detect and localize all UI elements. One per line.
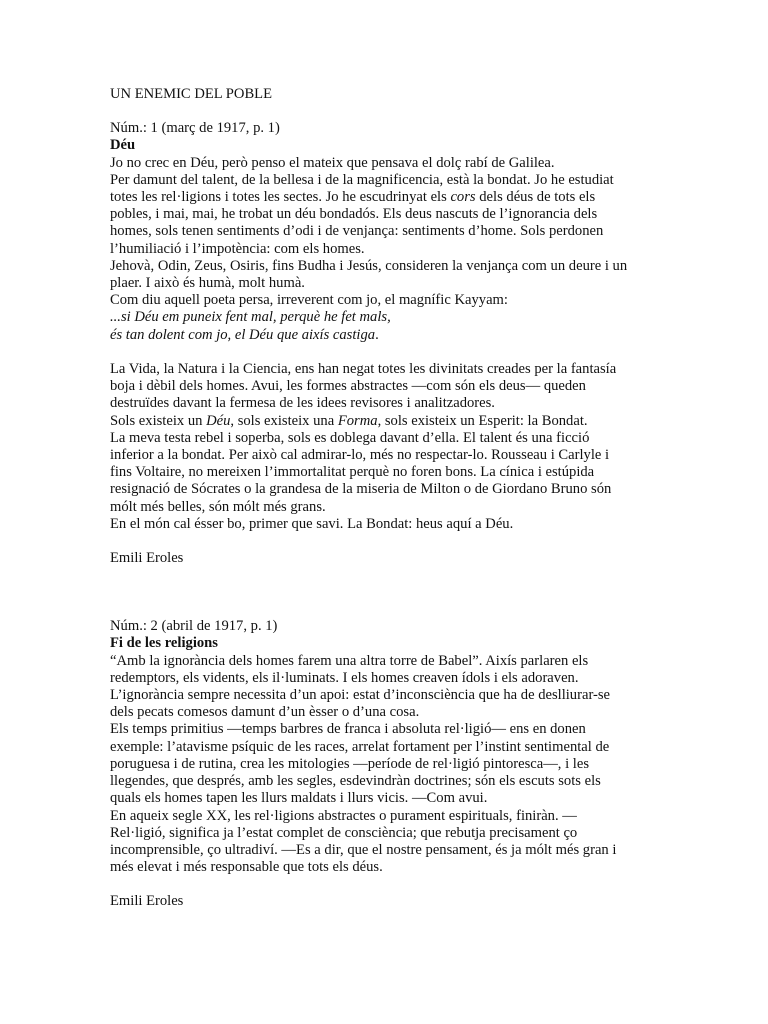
body-line [110, 206, 660, 223]
body-line [110, 378, 660, 395]
body-line [110, 516, 660, 533]
body-line [110, 687, 660, 704]
italic-text: és tan dolent com jo, el Déu que aixís castiga [110, 326, 376, 343]
text-run: quals els homes tapen les llurs maldats i llurs vicis. —Com avui. [110, 790, 488, 807]
text-run: totes les rel·ligions i totes les sectes. Jo he escudrinyat els [110, 189, 451, 206]
body-line [110, 223, 660, 240]
text-run: “Amb la ignorància dels homes farem una altra torre de Babel”. Aixís parlaren els [110, 652, 589, 669]
body-line [110, 344, 660, 361]
text-run: pobles, i mai, mai, he trobat un déu bondadós. Els deus nascuts de l’ignorancia dels [110, 206, 598, 223]
body-line [110, 756, 660, 773]
text-run: En aqueix segle XX, les rel·ligions abstractes o purament espirituals, finiràn. — [110, 807, 577, 824]
article-1 [110, 120, 660, 567]
body-line [110, 790, 660, 807]
body-line [110, 172, 660, 189]
italic-text: Forma [337, 412, 378, 429]
text-run: inferior a la bondat. Per això cal admirar-lo, més no respectar-lo. Rousseau i Carlyle i [110, 447, 610, 464]
body-line [110, 292, 660, 309]
text-run: homes, sols tenen sentiments d’odi i de venjança: sentiments d’home. Sols perdonen [110, 223, 604, 240]
text-run: incomprensible, ço ultradiví. —Es a dir, que el nostre pensament, és ja mólt més gran i [110, 841, 617, 858]
text-run: plaer. I això és humà, molt humà. [110, 275, 305, 292]
text-run: l’humiliació i l’impotència: com els homes. [110, 240, 365, 257]
text-run: Rel·ligió, significa ja l’estat complet de consciència; que rebutja precisament ço [110, 824, 578, 841]
text-run: dels pecats comesos damunt d’un èsser o d’una cosa. [110, 704, 420, 721]
text-run: dels déus de tots els [475, 189, 596, 206]
text-run: Jehovà, Odin, Zeus, Osiris, fins Budha i Jesús, consideren la venjança com un deure i un [110, 257, 628, 274]
text-run: resignació de Sócrates o la grandesa de la miseria de Milton o de Giordano Bruno són [110, 481, 612, 498]
text-run: mólt més belles, són mólt més grans. [110, 498, 326, 515]
body-line [110, 413, 660, 430]
body-line [110, 499, 660, 516]
italic-text: cors [450, 189, 476, 206]
article-2-issue: Núm.: 2 (abril de 1917, p. 1) [110, 618, 278, 635]
body-line [110, 825, 660, 842]
text-run: poruguesa i de rutina, crea les mitologies —període de rel·ligió pintoresca—, i les [110, 755, 590, 772]
body-line [110, 189, 660, 206]
body-line [110, 464, 660, 481]
body-line [110, 653, 660, 670]
body-line [110, 739, 660, 756]
italic-text: Déu [206, 412, 231, 429]
article-1-body [110, 155, 660, 533]
text-run: La meva testa rebel i soperba, sols es doblega davant d’ella. El talent és una ficció [110, 429, 590, 446]
body-line [110, 155, 660, 172]
body-line [110, 859, 660, 876]
text-run: Sols existeix un [110, 412, 207, 429]
body-line [110, 430, 660, 447]
body-line [110, 447, 660, 464]
text-run: La Vida, la Natura i la Ciencia, ens han negat totes les divinitats creades per la fantasía [110, 361, 617, 378]
body-line [110, 327, 660, 344]
text-run: L’ignorància sempre necessita d’un apoi: estat d’inconsciència que ha de deslliurar-se [110, 687, 611, 704]
body-line [110, 275, 660, 292]
article-2-author: Emili Eroles [110, 893, 184, 910]
body-line [110, 773, 660, 790]
text-run: En el món cal ésser bo, primer que savi. La Bondat: heus aquí a Déu. [110, 515, 514, 532]
body-line [110, 361, 660, 378]
body-line [110, 704, 660, 721]
article-1-heading: Déu [110, 137, 136, 154]
text-run: , sols existeix una [230, 412, 338, 429]
document-title: UN ENEMIC DEL POBLE [110, 86, 273, 102]
article-2-body [110, 653, 660, 877]
text-run: , sols existeix un Esperit: la Bondat. [377, 412, 588, 429]
text-run: Per damunt del talent, de la bellesa i de la magnificencia, està la bondat. Jo he estudiat [110, 171, 614, 188]
body-line [110, 309, 660, 326]
body-line [110, 670, 660, 687]
body-line [110, 842, 660, 859]
article-2 [110, 618, 660, 910]
text-run: llegendes, que després, amb les segles, esdevindràn doctrines; són els escuts sots els [110, 773, 601, 790]
body-line [110, 258, 660, 275]
body-line [110, 808, 660, 825]
body-line [110, 241, 660, 258]
text-run: exemple: l’atavisme psíquic de les races, arrelat fortament per l’instint sentimental de [110, 738, 610, 755]
text-run: destruïdes davant la fermesa de les idees revisores i analitzadores. [110, 395, 495, 412]
text-run: més elevat i més responsable que tots els déus. [110, 859, 383, 876]
article-2-heading: Fi de les religions [110, 635, 218, 652]
text-run: Com diu aquell poeta persa, irreverent com jo, el magnífic Kayyam: [110, 292, 508, 309]
text-run: redemptors, els vidents, els il·luminats. I els homes creaven ídols i els adoraven. [110, 669, 579, 686]
text-run: Jo no crec en Déu, però penso el mateix que pensava el dolç rabí de Galilea. [110, 154, 555, 171]
text-run: boja i dèbil dels homes. Avui, les formes abstractes —com són els deus— queden [110, 378, 586, 395]
article-1-author: Emili Eroles [110, 550, 184, 567]
document-page [110, 86, 660, 911]
body-line [110, 395, 660, 412]
italic-text: ...si Déu em puneix fent mal, perquè he fet mals, [110, 309, 391, 326]
text-run: Els temps primitius —temps barbres de franca i absoluta rel·ligió— ens en donen [110, 721, 586, 738]
body-line [110, 481, 660, 498]
body-line [110, 721, 660, 738]
article-1-issue: Núm.: 1 (març de 1917, p. 1) [110, 120, 280, 137]
text-run: . [375, 326, 379, 343]
text-run: fins Voltaire, no mereixen l’immortalitat perquè no foren bons. La cínica i estúpida [110, 464, 595, 481]
